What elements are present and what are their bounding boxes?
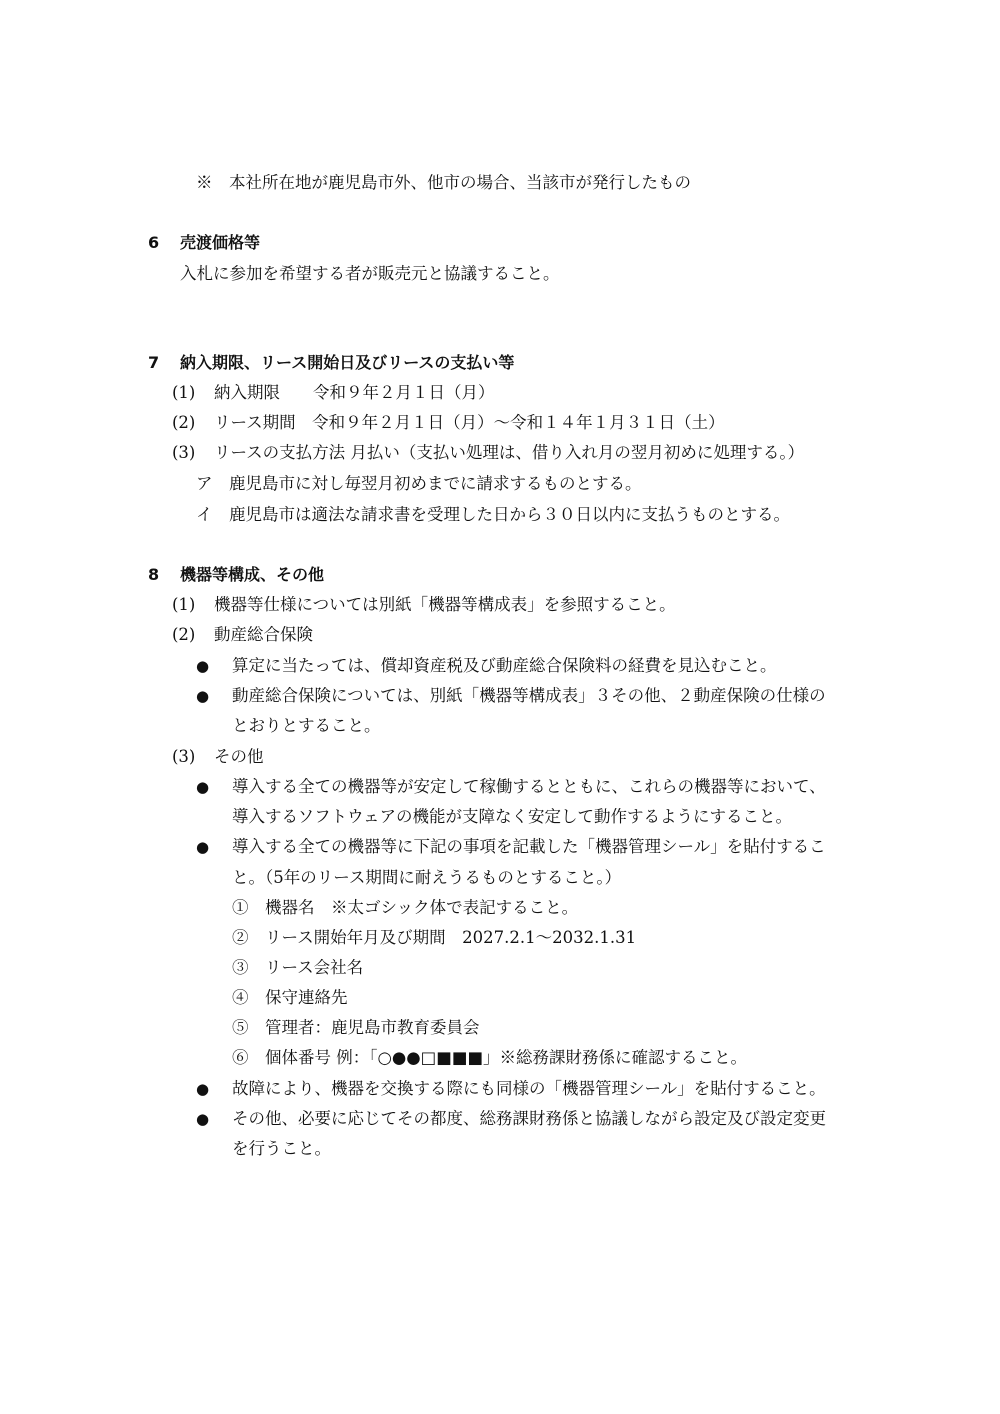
insurance-bullet-2-line-2: とおりとすること。 — [232, 716, 381, 735]
item-number: (3) — [172, 443, 196, 462]
other-bullet-4-line-2: を行うこと。 — [232, 1139, 331, 1158]
section-8-number: 8 — [148, 565, 160, 584]
sticker-item-5: ⑤ 管理者：鹿児島市教育委員会 — [232, 1018, 480, 1037]
other-bullet-1-line-1: 導入する全ての機器等が安定して稼働するとともに、これらの機器等において、 — [232, 777, 826, 796]
payment-clause-i: イ 鹿児島市は適法な請求書を受理した日から３０日以内に支払うものとする。 — [196, 505, 790, 524]
bullet-icon: ● — [196, 687, 210, 705]
section-8-title: 機器等構成、その他 — [180, 565, 325, 584]
other-bullet-2-line-2: と。（5年のリース期間に耐えうるものとすること。） — [232, 868, 622, 887]
bullet-icon: ● — [196, 1080, 210, 1098]
item-number: (1) — [172, 595, 196, 614]
other-bullet-4-line-1: その他、必要に応じてその都度、総務課財務係と協議しながら設定及び設定変更 — [232, 1109, 826, 1128]
item-number: (2) — [172, 625, 196, 644]
other-heading: その他 — [214, 747, 264, 766]
insurance-bullet-1: 算定に当たっては、償却資産税及び動産総合保険料の経費を見込むこと。 — [232, 656, 777, 675]
bullet-icon: ● — [196, 778, 210, 796]
sticker-item-3: ③ リース会社名 — [232, 958, 364, 977]
sticker-item-6: ⑥ 個体番号 例：「○●●□■■■」※総務課財務係に確認すること。 — [232, 1048, 748, 1067]
section-6-number: 6 — [148, 233, 160, 252]
other-bullet-2-line-1: 導入する全ての機器等に下記の事項を記載した「機器管理シール」を貼付するこ — [232, 837, 826, 856]
delivery-deadline: 納入期限 令和９年２月１日（月） — [214, 383, 495, 402]
item-number: (2) — [172, 413, 196, 432]
sticker-item-4: ④ 保守連絡先 — [232, 988, 348, 1007]
note-headquarters: ※ 本社所在地が鹿児島市外、他市の場合、当該市が発行したもの — [196, 173, 691, 192]
bullet-icon: ● — [196, 657, 210, 675]
item-number: (1) — [172, 383, 196, 402]
section-7-title: 納入期限、リース開始日及びリースの支払い等 — [180, 353, 515, 372]
sticker-item-2: ② リース開始年月及び期間 2027.2.1～2032.1.31 — [232, 928, 637, 947]
item-number: (3) — [172, 747, 196, 766]
section-6-title: 売渡価格等 — [180, 233, 261, 252]
insurance-bullet-2-line-1: 動産総合保険については、別紙「機器等構成表」３その他、２動産保険の仕様の — [232, 686, 826, 705]
payment-clause-a: ア 鹿児島市に対し毎翌月初めまでに請求するものとする。 — [196, 474, 642, 493]
other-bullet-1-line-2: 導入するソフトウェアの機能が支障なく安定して動作するようにすること。 — [232, 807, 793, 826]
section-6-body: 入札に参加を希望する者が販売元と協議すること。 — [180, 264, 560, 283]
section-7-number: 7 — [148, 353, 160, 372]
bullet-icon: ● — [196, 838, 210, 856]
insurance-heading: 動産総合保険 — [214, 625, 313, 644]
bullet-icon: ● — [196, 1110, 210, 1128]
other-bullet-3: 故障により、機器を交換する際にも同様の「機器管理シール」を貼付すること。 — [232, 1079, 826, 1098]
sticker-item-1: ① 機器名 ※太ゴシック体で表記すること。 — [232, 898, 579, 917]
equipment-spec: 機器等仕様については別紙「機器等構成表」を参照すること。 — [214, 595, 676, 614]
lease-payment-method: リースの支払方法 月払い（支払い処理は、借り入れ月の翌月初めに処理する。） — [214, 443, 805, 462]
lease-period: リース期間 令和９年２月１日（月）～令和１４年１月３１日（土） — [214, 413, 725, 432]
